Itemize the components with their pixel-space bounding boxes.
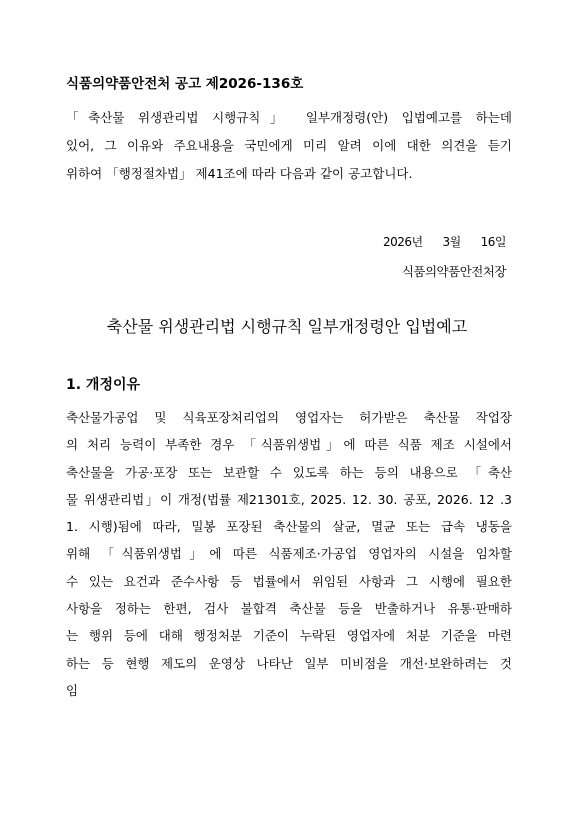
body-line: 수 있는 요건과 준수사항 등 법률에서 위임된 사항과 그 시행에 필요한 — [66, 573, 512, 589]
body-line: 축산물을 가공·포장 또는 보관할 수 있도록 하는 등의 내용으로 「축산 — [66, 464, 512, 480]
body-line: 는 행위 등에 대해 행정처분 기준이 누락된 영업자에 처분 기준을 마련 — [66, 628, 512, 644]
body-line: 하는 등 현행 제도의 운영상 나타난 일부 미비점을 개선·보완하려는 것 — [66, 655, 512, 671]
issuer-name: 식품의약품안전처장 — [401, 264, 506, 279]
document-title: 축산물 위생관리법 시행규칙 일부개정령안 입법예고 — [106, 317, 468, 336]
body-line: 의 처리 능력이 부족한 경우 「식품위생법」에 따른 식품 제조 시설에서 — [66, 437, 512, 453]
body-line: 축산물가공업 및 식육포장처리업의 영업자는 허가받은 축산물 작업장 — [66, 410, 512, 425]
intro-line: 있어, 그 이유와 주요내용을 국민에게 미리 알려 이에 대한 의견을 듣기 — [66, 138, 512, 153]
notice-date — [300, 233, 506, 250]
body-line: 임 — [66, 682, 79, 698]
date-month: 3월 — [442, 235, 461, 249]
section-body — [66, 404, 512, 704]
section-heading: 1. 개정이유 — [66, 377, 141, 393]
date-day: 16일 — [480, 235, 506, 249]
intro-line: 「축산물 위생관리법 시행규칙」 일부개정령(안) 입법예고를 하는데 — [66, 110, 512, 125]
notice-intro — [66, 104, 512, 188]
body-line: 위해 「식품위생법」에 따른 식품제조·가공업 영업자의 시설을 임차할 — [66, 546, 512, 562]
body-line: 1. 시행)됨에 따라, 밀봉 포장된 축산물의 살균, 멸균 또는 급속 냉동을 — [66, 519, 512, 535]
date-year: 2026년 — [382, 235, 423, 249]
body-line: 물 위생관리법」이 개정(법률 제21301호, 2025. 12. 30. 공포, 2026. 12 .3 — [66, 491, 512, 507]
intro-line: 위하여 「행정절차법」 제41조에 따라 다음과 같이 공고합니다. — [66, 166, 413, 181]
body-line: 사항을 정하는 한편, 검사 불합격 축산물 등을 반출하거나 유통·판매하 — [66, 601, 512, 617]
notice-number-title: 식품의약품안전처 공고 제2026-136호 — [66, 76, 304, 92]
